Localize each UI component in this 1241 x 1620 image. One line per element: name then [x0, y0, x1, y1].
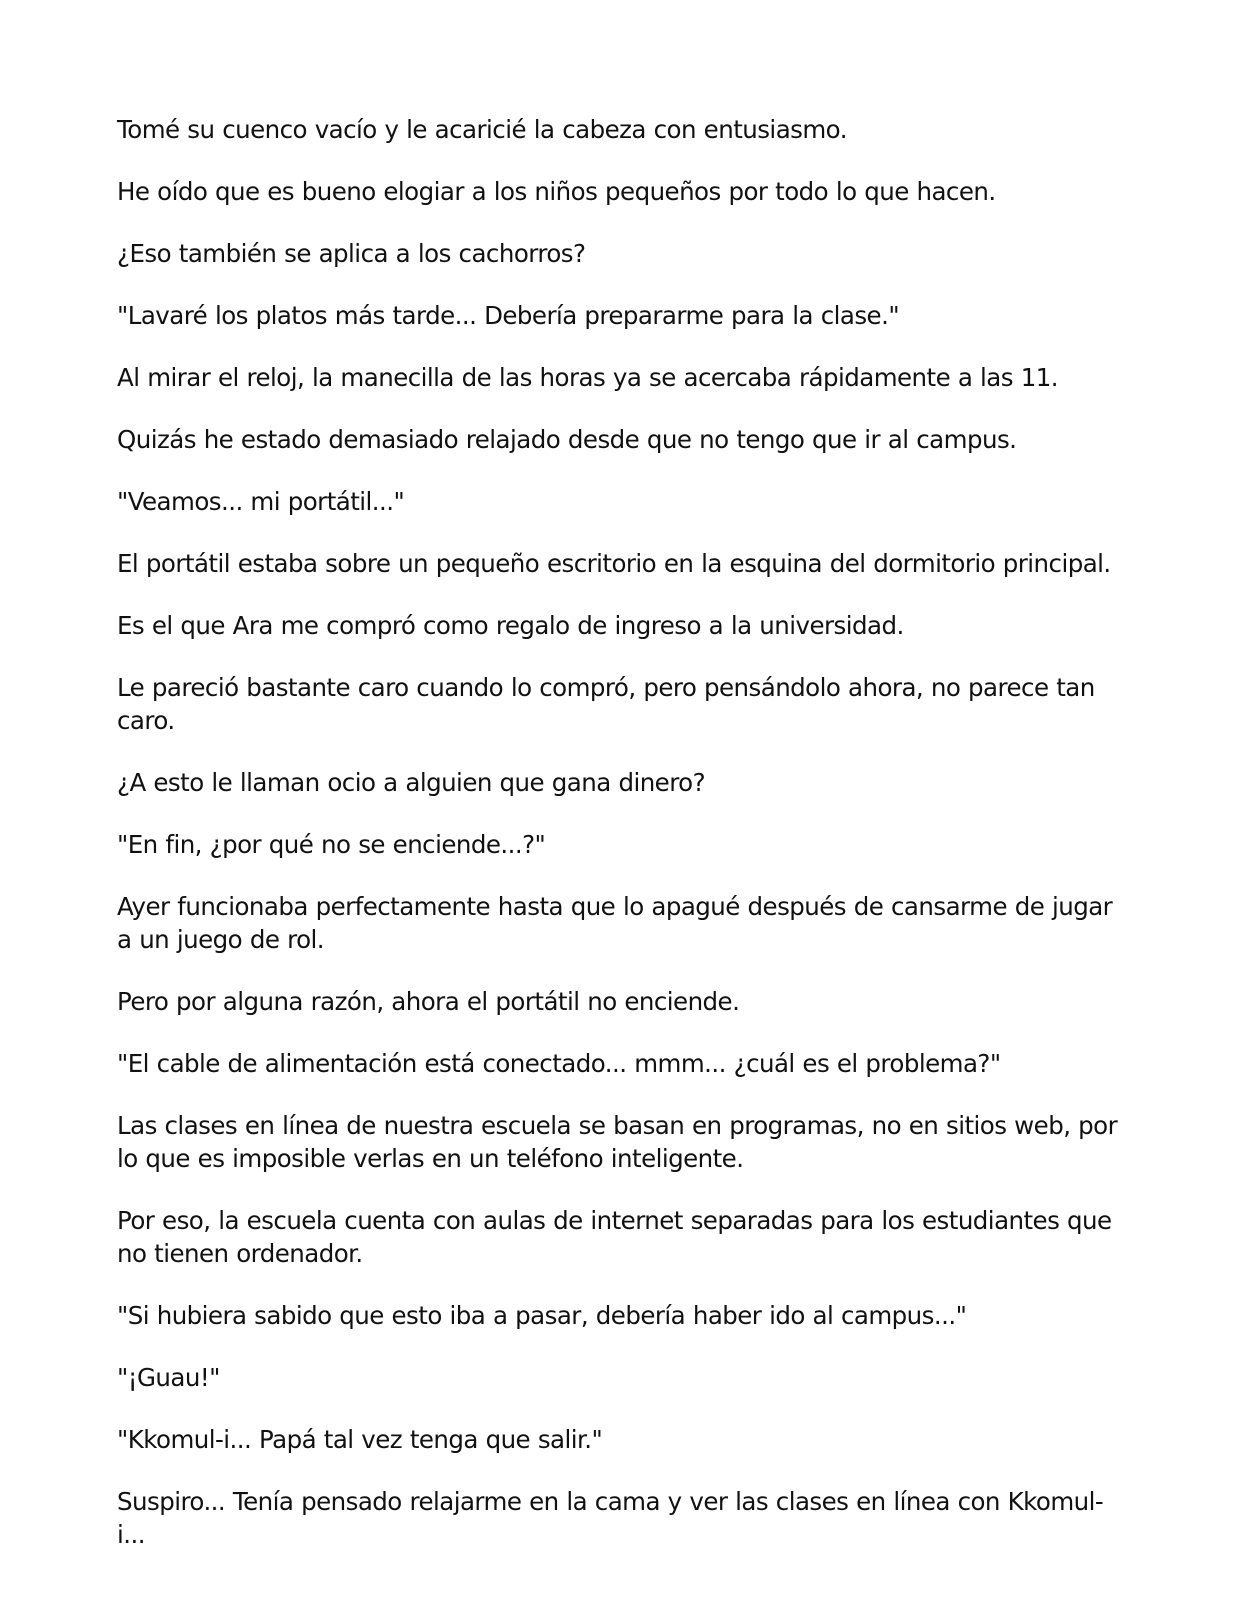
paragraph-9: Es el que Ara me compró como regalo de ingreso a la universidad.: [117, 611, 904, 640]
paragraph-7: "Veamos... mi portátil...": [117, 487, 405, 516]
paragraph-18: "Si hubiera sabido que esto iba a pasar, debería haber ido al campus...": [117, 1301, 967, 1330]
paragraph-8: El portátil estaba sobre un pequeño escritorio en la esquina del dormitorio principal.: [117, 549, 1111, 578]
paragraph-16: Las clases en línea de nuestra escuela se basan en programas, no en sitios web, por lo que es imposible verlas en un teléfono inteligente.: [117, 1111, 1118, 1173]
paragraph-14: Pero por alguna razón, ahora el portátil no enciende.: [117, 987, 740, 1016]
paragraph-21: Suspiro... Tenía pensado relajarme en la cama y ver las clases en línea con Kkomul-i...: [117, 1487, 1104, 1549]
paragraph-4: "Lavaré los platos más tarde... Debería prepararme para la clase.": [117, 301, 900, 330]
paragraph-6: Quizás he estado demasiado relajado desde que no tengo que ir al campus.: [117, 425, 1017, 454]
paragraph-5: Al mirar el reloj, la manecilla de las horas ya se acercaba rápidamente a las 11.: [117, 363, 1059, 392]
paragraph-3: ¿Eso también se aplica a los cachorros?: [117, 239, 586, 268]
paragraph-2: He oído que es bueno elogiar a los niños pequeños por todo lo que hacen.: [117, 177, 996, 206]
paragraph-1: Tomé su cuenco vacío y le acaricié la cabeza con entusiasmo.: [117, 115, 847, 144]
document-body: [117, 113, 1127, 1580]
paragraph-20: "Kkomul-i... Papá tal vez tenga que salir.": [117, 1425, 603, 1454]
paragraph-19: "¡Guau!": [117, 1363, 220, 1392]
paragraph-13: Ayer funcionaba perfectamente hasta que lo apagué después de cansarme de jugar a un juego de rol.: [117, 892, 1113, 954]
paragraph-10: Le pareció bastante caro cuando lo compró, pero pensándolo ahora, no parece tan caro.: [117, 673, 1095, 735]
paragraph-11: ¿A esto le llaman ocio a alguien que gana dinero?: [117, 768, 706, 797]
paragraph-17: Por eso, la escuela cuenta con aulas de internet separadas para los estudiantes que no tienen ordenador.: [117, 1206, 1112, 1268]
paragraph-15: "El cable de alimentación está conectado... mmm... ¿cuál es el problema?": [117, 1049, 1001, 1078]
paragraph-12: "En fin, ¿por qué no se enciende...?": [117, 830, 546, 859]
